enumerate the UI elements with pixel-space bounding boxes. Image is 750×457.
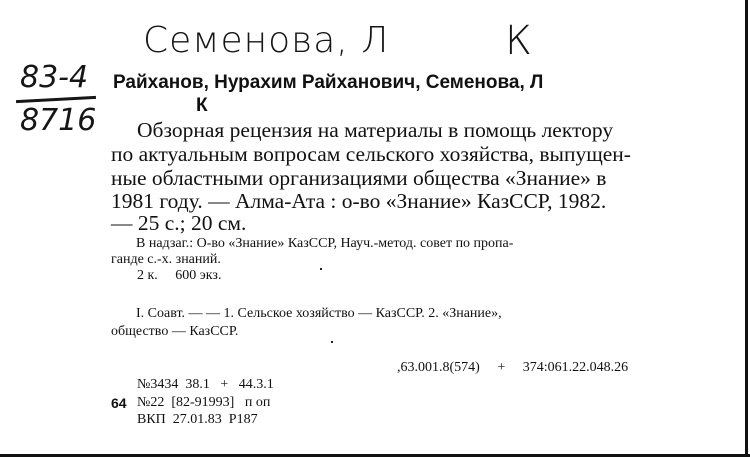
footer-line-2: №22 [82-91993] п оп xyxy=(137,395,271,410)
description-line-2: по актуальным вопросам сельского хозяйства, выпущен- xyxy=(111,142,631,166)
description-line-5: — 25 с.; 20 см. xyxy=(111,211,247,235)
description-line-4: 1981 году. — Алма-Ата : о-во «Знание» КазССР, 1982. xyxy=(111,189,607,213)
handwritten-letter: К xyxy=(505,18,532,64)
classification-codes: ,63.001.8(574) + 374:061.22.048.26 xyxy=(397,360,629,375)
speck xyxy=(320,268,322,270)
handwritten-author-name: Семенова, Л xyxy=(143,20,390,61)
heading-authors: Райханов, Нурахим Райханович, Семенова, Л xyxy=(113,72,544,93)
card-right-edge xyxy=(745,0,748,457)
heading-author-cont: К xyxy=(196,95,208,116)
tracings-line-1: I. Соавт. — — 1. Сельское хозяйство — КазССР. 2. «Знание», xyxy=(136,306,502,321)
handwritten-fraction-line xyxy=(16,96,96,103)
copies-count: 2 к. 600 экз. xyxy=(137,268,222,283)
description-line-1: Обзорная рецензия на материалы в помощь лектору xyxy=(137,118,614,142)
speck xyxy=(331,341,333,343)
description-line-3: ные областными организациями общества «Знание» в xyxy=(111,166,607,190)
footer-line-1: №3434 38.1 + 44.3.1 xyxy=(137,377,274,392)
tracings-line-2: общество — КазССР. xyxy=(111,324,239,339)
footer-line-3: ВКП 27.01.83 Р187 xyxy=(137,412,258,427)
handwritten-shelfmark-top: 83-4 xyxy=(20,60,89,95)
footer-prefix: 64 xyxy=(111,395,127,411)
note-line-1: В надзаг.: О-во «Знание» КазССР, Науч.-метод. совет по пропа- xyxy=(136,236,514,251)
handwritten-shelfmark-bottom: 8716 xyxy=(20,103,97,138)
note-line-2: ганде с.-х. знаний. xyxy=(111,252,221,267)
